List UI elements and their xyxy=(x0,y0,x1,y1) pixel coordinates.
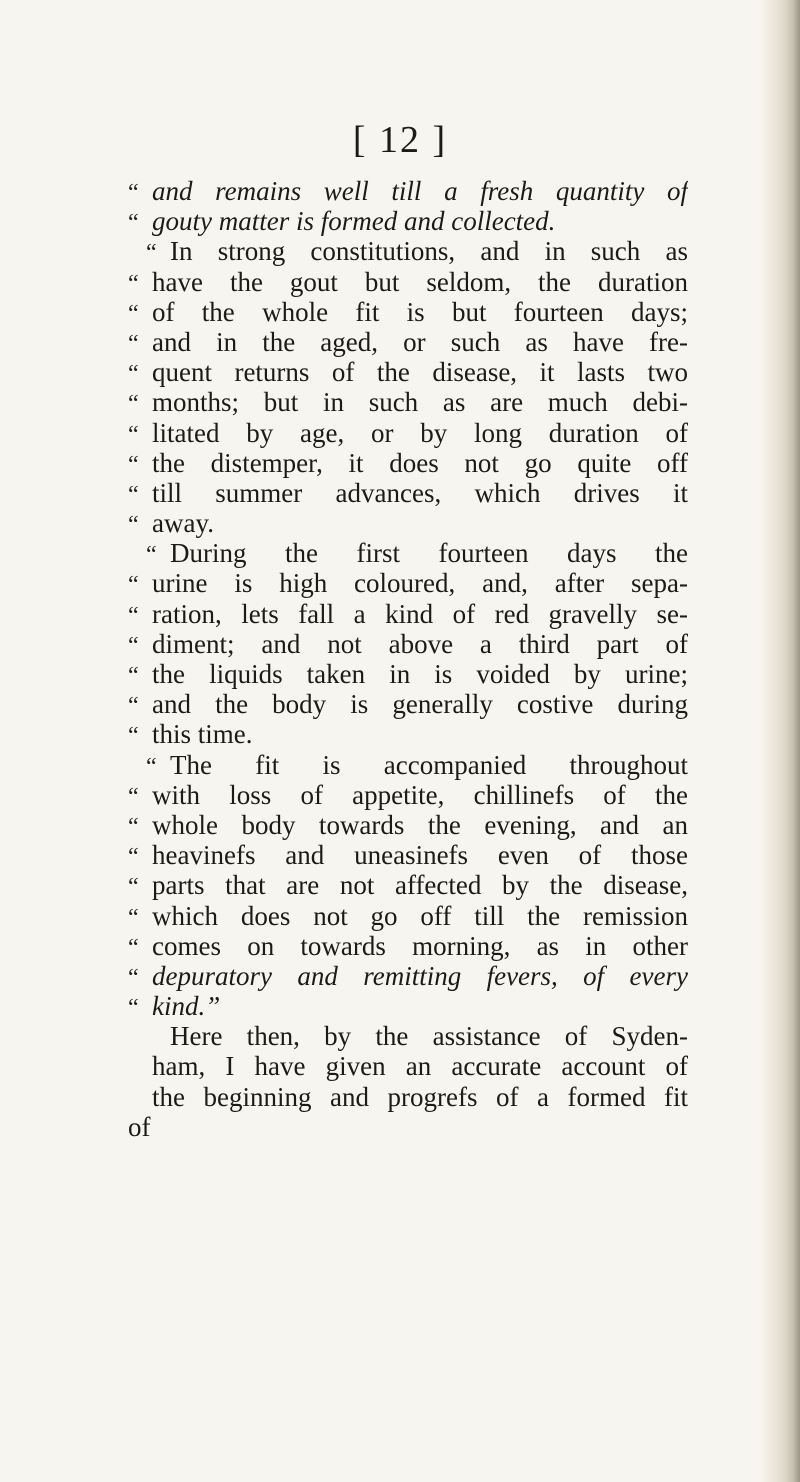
quote-mark: “ xyxy=(128,210,139,237)
line-text: of the whole fit is but fourteen days; xyxy=(152,296,688,327)
text-line xyxy=(128,327,688,357)
quote-mark: “ xyxy=(128,180,139,206)
quote-mark: “ xyxy=(128,693,139,720)
text-line xyxy=(128,719,688,749)
line-text: kind.” xyxy=(152,991,221,1022)
line-text: urine is high coloured, and, after sepa- xyxy=(152,568,688,599)
text-line xyxy=(128,448,688,478)
text-line xyxy=(128,1051,688,1081)
text-line xyxy=(128,901,688,931)
quote-mark: “ xyxy=(128,602,139,629)
quote-mark: “ xyxy=(146,542,157,569)
text-line xyxy=(128,418,688,448)
quote-mark: “ xyxy=(146,753,157,780)
text-line xyxy=(128,629,688,659)
text-line xyxy=(128,1082,688,1112)
text-line xyxy=(128,206,688,236)
text-line xyxy=(128,750,688,780)
text-line xyxy=(128,478,688,508)
line-text: ration, lets fall a kind of red gravelly se- xyxy=(152,598,688,629)
line-text: gouty matter is formed and collected. xyxy=(152,206,556,237)
quote-mark: “ xyxy=(128,481,139,508)
line-text: During the first fourteen days the xyxy=(170,538,688,569)
catchword: of xyxy=(128,1111,151,1142)
page-number-header: [ 12 ] xyxy=(352,119,448,161)
line-text: depuratory and remitting fevers, of every xyxy=(152,960,688,991)
body-text xyxy=(128,176,688,1142)
quote-mark: “ xyxy=(128,391,139,418)
text-line xyxy=(128,297,688,327)
quote-mark: “ xyxy=(128,874,139,901)
line-text: The fit is accompanied throughout xyxy=(170,749,688,780)
text-line xyxy=(128,568,688,598)
text-line xyxy=(128,659,688,689)
text-line xyxy=(128,870,688,900)
quote-mark: “ xyxy=(128,995,139,1022)
text-line xyxy=(128,236,688,266)
line-text: the liquids taken in is voided by urine; xyxy=(152,659,688,689)
quote-mark: “ xyxy=(146,240,157,267)
quote-mark: “ xyxy=(128,361,139,388)
quote-mark: “ xyxy=(128,270,139,297)
quote-mark: “ xyxy=(128,421,139,448)
quote-mark: “ xyxy=(128,844,139,871)
quote-mark: “ xyxy=(128,512,139,539)
text-line xyxy=(128,387,688,417)
line-text: months; but in such as are much debi- xyxy=(152,387,688,418)
line-text: litated by age, or by long duration of xyxy=(152,417,688,448)
text-line xyxy=(128,357,688,387)
quote-mark: “ xyxy=(128,663,139,689)
text-line xyxy=(128,508,688,538)
line-text: parts that are not affected by the disease, xyxy=(152,870,688,901)
line-text: heavinefs and uneasinefs even of those xyxy=(152,840,688,871)
line-text: have the gout but seldom, the duration xyxy=(152,266,688,297)
line-text: whole body towards the evening, and an xyxy=(152,809,688,840)
text-line xyxy=(128,931,688,961)
quote-mark: “ xyxy=(128,632,139,659)
text-line xyxy=(128,176,688,206)
text-line xyxy=(128,1021,688,1051)
page-edge-shadow xyxy=(786,0,800,1482)
line-text: and the body is generally costive during xyxy=(152,689,688,720)
line-text: In strong constitutions, and in such as xyxy=(170,236,688,267)
line-text: quent returns of the disease, it lasts two xyxy=(152,357,688,388)
line-text: Here then, by the assistance of Syden- xyxy=(170,1021,688,1052)
quote-mark: “ xyxy=(128,572,139,599)
line-text: till summer advances, which drives it xyxy=(152,477,688,508)
line-text: this time. xyxy=(152,719,253,750)
quote-mark: “ xyxy=(128,904,139,931)
text-line xyxy=(128,267,688,297)
quote-mark: “ xyxy=(128,300,139,327)
text-line xyxy=(128,840,688,870)
line-text: the distemper, it does not go quite off xyxy=(152,447,688,478)
line-text: with loss of appetite, chillinefs of the xyxy=(152,779,688,810)
line-text: which does not go off till the remission xyxy=(152,900,688,931)
text-line xyxy=(128,538,688,568)
line-text: ham, I have given an accurate account of xyxy=(152,1051,688,1082)
text-line xyxy=(128,689,688,719)
text-line xyxy=(128,991,688,1021)
text-line xyxy=(128,961,688,991)
quote-mark: “ xyxy=(128,934,139,961)
quote-mark: “ xyxy=(128,813,139,840)
quote-mark: “ xyxy=(128,783,139,810)
line-text: and remains well till a fresh quantity of xyxy=(152,176,688,206)
text-line xyxy=(128,599,688,629)
quote-mark: “ xyxy=(128,723,139,750)
quote-mark: “ xyxy=(128,451,139,478)
quote-mark: “ xyxy=(128,330,139,357)
line-text: comes on towards morning, as in other xyxy=(152,930,688,961)
line-text: and in the aged, or such as have fre- xyxy=(152,326,688,357)
line-text: away. xyxy=(152,508,214,539)
line-text: the beginning and progrefs of a formed fit xyxy=(152,1081,688,1112)
text-line xyxy=(128,810,688,840)
text-line xyxy=(128,780,688,810)
line-text: diment; and not above a third part of xyxy=(152,628,688,659)
quote-mark: “ xyxy=(128,964,139,991)
